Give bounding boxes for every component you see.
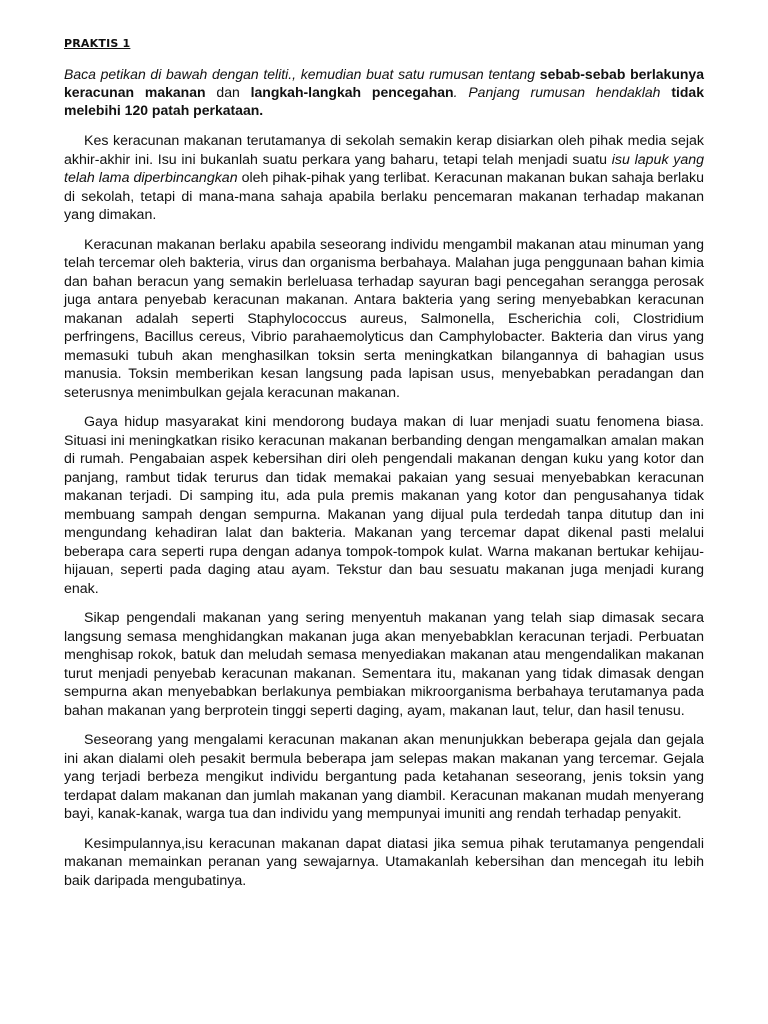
paragraph-6: Kesimpulannya,isu keracunan makanan dapat diatasi jika semua pihak terutamanya pengendali makanan memainkan peranan yang sewajarnya. Utamakanlah kebersihan dan mencegah itu lebih baik daripada mengubatinya. (64, 835, 704, 889)
paragraph-5: Seseorang yang mengalami keracunan makanan akan menunjukkan beberapa gejala dan gejala ini akan dialami oleh pesakit bermula beberapa jam selepas makan makanan yang tercemar. Gejala yang terjadi berbeza mengikut individu bergantung pada ketahanan seseorang, jenis toksin yang terdapat dalam makanan dan jumlah makanan yang diambil. Keracunan makanan mudah menyerang bayi, kanak-kanak, warga tua dan individu yang mempunyai imuniti ang rendah terhadap penyakit. (64, 732, 704, 822)
exercise-heading: PRAKTIS 1 (64, 37, 131, 50)
paragraph-3: Gaya hidup masyarakat kini mendorong budaya makan di luar menjadi suatu fenomena biasa. Situasi ini meningkatkan risiko keracunan makanan berbanding dengan mengamalkan amalan makan di rumah. Pengabaian aspek kebersihan diri oleh pengendali makanan dengan kuku yang kotor dan panjang, rambut tidak terurus dan tidak memakai pakaian yang sesuai menyebabkan keracunan makanan terjadi. Di samping itu, ada pula premis makanan yang kotor dan pengusahanya tidak membuang sampah dengan sempurna. Makanan yang dijual pula terdedah tanpa ditutup dan ini mengundang kehadiran lalat dan bakteria. Makanan yang tercemar dapat dikenal pasti melalui beberapa cara seperti rupa dengan adanya tompok-tompok kulat. Warna makanan bertukar kehijau-hijauan, seperti pada daging atau ayam. Tekstur dan bau sesuatu makanan juga menjadi kurang enak. (64, 414, 704, 597)
paragraph-2: Keracunan makanan berlaku apabila seseorang individu mengambil makanan atau minuman yang telah tercemar oleh bakteria, virus dan organisma berbahaya. Malahan juga penggunaan bahan kimia dan bahan beracun yang semakin berleluasa terhadap sayuran bagi pencegahan serangga perosak juga antara penyebab keracunan makanan. Antara bakteria yang sering menyebabkan keracunan makanan adalah seperti Staphylococcus aureus, Salmonella, Escherichia coli, Clostridium perfringens, Bacillus cereus, Vibrio parahaemolyticus dan Camphylobacter. Bakteria dan virus yang memasuki tubuh akan menghasilkan toksin serta meningkatkan bilangannya di bahagian usus manusia. Toksin memberikan kesan langsung pada lapisan usus, menyebabkan peradangan dan seterusnya menimbulkan gejala keracunan makanan. (64, 236, 704, 401)
instruction-part-5: . Panjang rumusan hendaklah (453, 84, 672, 100)
instruction-text (64, 65, 704, 119)
instruction-part-3: dan (205, 84, 251, 100)
instruction-part-4: langkah-langkah pencegahan (250, 84, 454, 100)
paragraph-1-italic: isu lapuk yang telah lama diperbincangkan (64, 151, 705, 186)
passage (64, 132, 704, 901)
paragraph-1 (64, 132, 704, 225)
paragraph-4: Sikap pengendali makanan yang sering menyentuh makanan yang telah siap dimasak secara langsung semasa menghidangkan makanan juga akan menyebabklan keracunan terjadi. Perbuatan menghisap rokok, batuk dan meludah semasa menyediakan makanan atau mengendalikan makanan turut menjadi penyebab keracunan makanan. Sementara itu, makanan yang tidak dimasak dengan sempurna akan menyebabkan berlakunya pembiakan mikroorganisma berbahaya terutamanya pada bahan makanan yang berprotein tinggi seperti daging, ayam, makanan laut, telur, dan hasil tenusu. (64, 610, 704, 719)
instruction-part-1: Baca petikan di bawah dengan teliti., kemudian buat satu rumusan tentang (64, 66, 540, 82)
paragraph-1-after: oleh pihak-pihak yang terlibat. Keracunan makanan bukan sahaja berlaku di sekolah, tetapi di mana-mana sahaja apabila berlaku pencemaran makanan terhadap makanan yang dimakan. (64, 170, 704, 223)
paragraph-1-before: Kes keracunan makanan terutamanya di sekolah semakin kerap disiarkan oleh pihak media sejak akhir-akhir ini. Isu ini bukanlah suatu perkara yang baharu, tetapi telah menjadi suatu (64, 133, 704, 168)
instruction-part-2: sebab-sebab berlakunya keracunan makanan (64, 66, 704, 100)
instruction-part-6: tidak melebihi 120 patah perkataan. (64, 84, 704, 118)
